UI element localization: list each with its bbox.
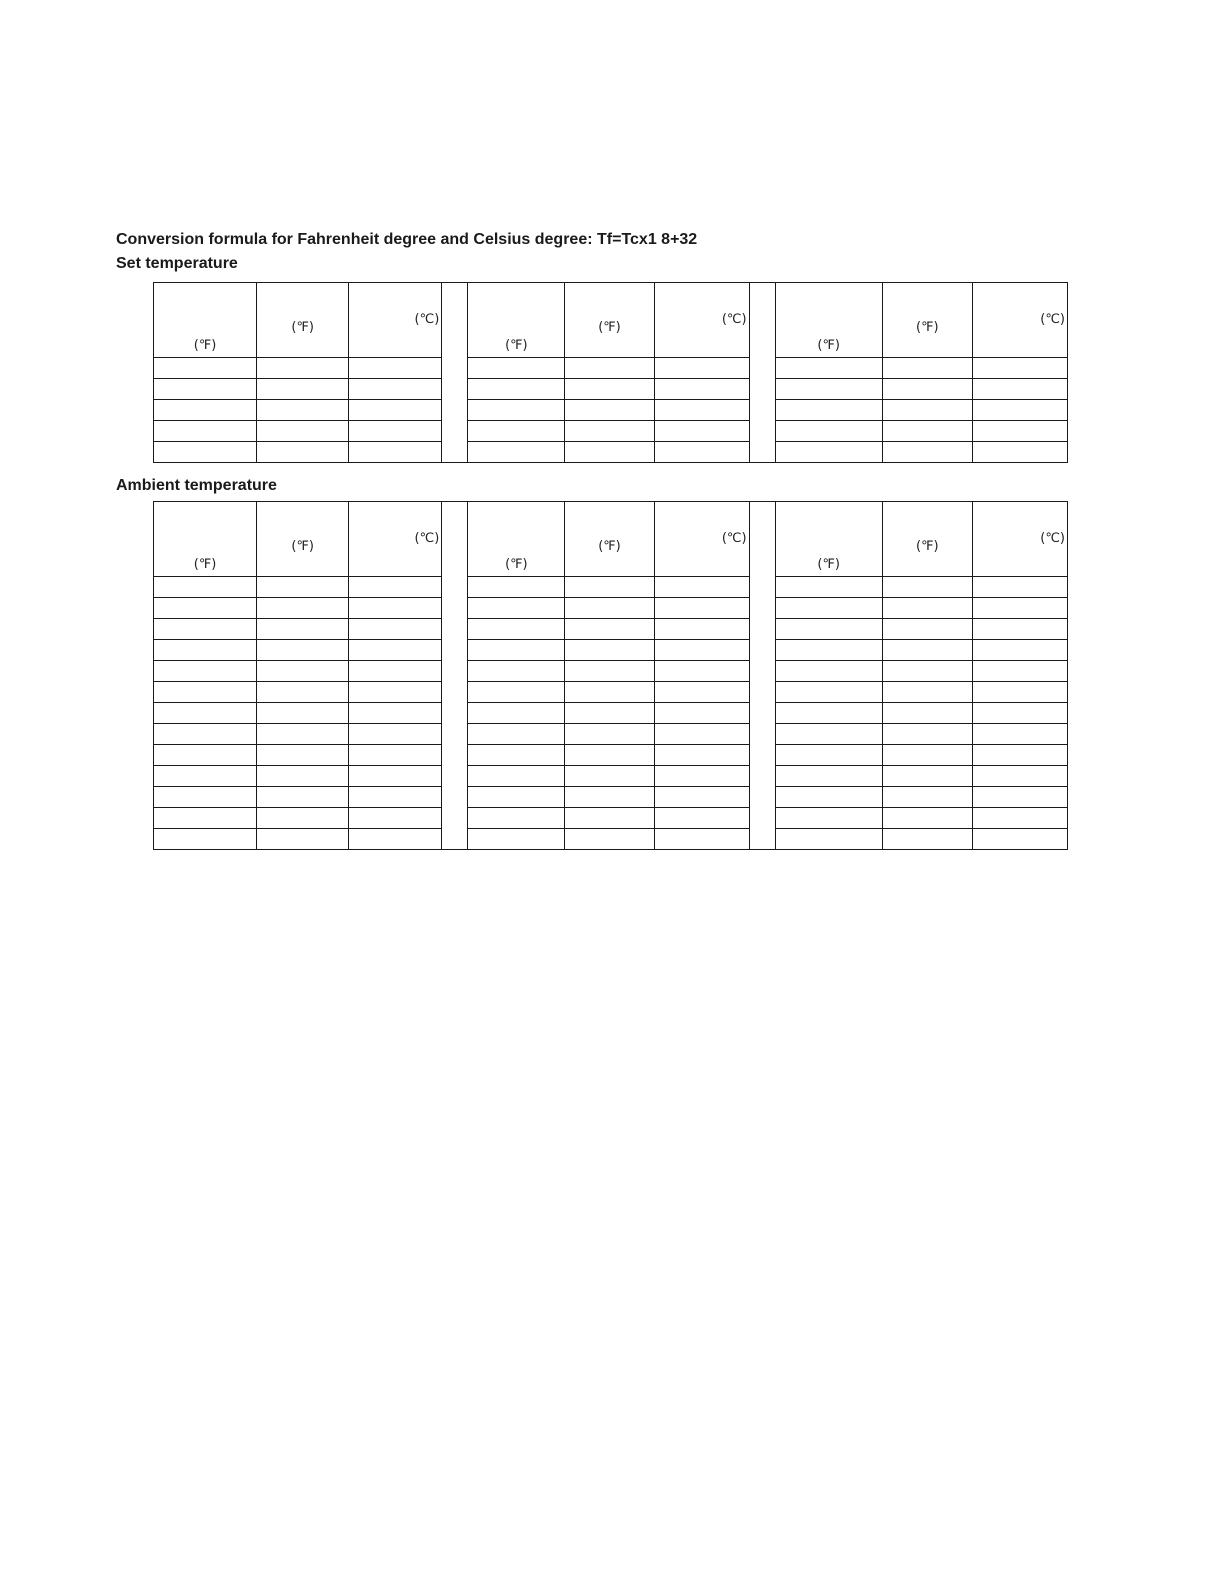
table-cell [468,787,565,808]
table-cell [349,421,442,442]
table-cell [349,400,442,421]
table-cell [882,682,972,703]
table-cell [972,400,1067,421]
table-cell [972,787,1067,808]
header-cell [775,502,882,577]
table-cell [882,379,972,400]
table-cell [349,766,442,787]
table-cell [654,577,749,598]
table-row [154,577,1068,598]
table-cell [775,640,882,661]
table-cell [775,829,882,850]
table-cell [972,421,1067,442]
table-cell [972,640,1067,661]
unit-label: (℉) [291,320,314,335]
table-cell [349,724,442,745]
table-cell [654,400,749,421]
table-cell [468,598,565,619]
table-cell [565,358,654,379]
table-cell [349,703,442,724]
header-row [154,502,1068,577]
table-cell [257,421,349,442]
table-row [154,640,1068,661]
table-cell [775,421,882,442]
table-cell [972,808,1067,829]
unit-label: (℃) [721,312,747,327]
unit-label: (℃) [721,531,747,546]
table-cell [775,379,882,400]
table-cell [972,619,1067,640]
unit-label: (℃) [1040,531,1065,546]
table-cell [257,661,349,682]
table-cell [882,661,972,682]
header-cell [654,283,749,358]
table-cell [349,640,442,661]
table-cell [654,745,749,766]
table-cell [882,577,972,598]
table-cell [257,619,349,640]
table-cell [349,787,442,808]
header-row [154,283,1068,358]
header-cell [257,502,349,577]
table-cell [154,682,257,703]
table-cell [468,682,565,703]
table-cell [468,808,565,829]
unit-label: (℉) [193,338,217,353]
table-cell [972,661,1067,682]
table-cell [257,640,349,661]
table-cell [565,787,654,808]
ambient-temperature-title: Ambient temperature [116,477,277,494]
table-cell [565,379,654,400]
table-row [154,766,1068,787]
table-cell [154,379,257,400]
unit-label: (℃) [414,312,440,327]
table-cell [972,829,1067,850]
table-row [154,619,1068,640]
unit-label: (℃) [414,531,440,546]
table-cell [257,766,349,787]
conversion-formula: Conversion formula for Fahrenheit degree and Celsius degree: Tf=Tcx1 8+32 [116,231,698,248]
table-cell [882,421,972,442]
table-cell [565,766,654,787]
table-cell [654,829,749,850]
table-row [154,808,1068,829]
table-cell [468,421,565,442]
table-cell [775,682,882,703]
table-cell [154,598,257,619]
table-cell [565,400,654,421]
table-cell [349,682,442,703]
group-separator [749,502,775,850]
table-cell [349,379,442,400]
table-row [154,598,1068,619]
table-cell [775,724,882,745]
table-cell [775,577,882,598]
table-cell [972,682,1067,703]
table-cell [257,787,349,808]
unit-label: (℉) [598,320,621,335]
table-cell [654,598,749,619]
table-cell [775,787,882,808]
header-cell [565,502,654,577]
table-cell [154,745,257,766]
table-cell [154,400,257,421]
table-cell [882,787,972,808]
table-cell [882,703,972,724]
table-cell [775,400,882,421]
table-cell [654,808,749,829]
table-cell [654,724,749,745]
table-cell [882,808,972,829]
table-row [154,682,1068,703]
table-cell [257,808,349,829]
table-cell [257,682,349,703]
header-cell [654,502,749,577]
table-cell [349,661,442,682]
table-cell [565,640,654,661]
table-cell [972,358,1067,379]
table-cell [654,703,749,724]
table-cell [565,619,654,640]
unit-label: (℉) [817,338,840,353]
table-cell [972,703,1067,724]
ambient-temperature-table [153,501,1068,850]
table-cell [468,724,565,745]
table-cell [257,745,349,766]
table-cell [775,598,882,619]
table-cell [565,661,654,682]
table-cell [468,400,565,421]
table-cell [257,703,349,724]
table-cell [154,358,257,379]
header-cell [349,283,442,358]
table-cell [349,598,442,619]
table-cell [468,745,565,766]
table-cell [882,598,972,619]
table-cell [654,682,749,703]
table-cell [775,442,882,463]
header-cell [972,502,1067,577]
unit-label: (℉) [817,557,840,572]
table-cell [654,661,749,682]
group-separator [442,502,468,850]
table-cell [775,661,882,682]
table-cell [349,358,442,379]
table-row [154,442,1068,463]
table-cell [565,724,654,745]
table-row [154,400,1068,421]
table-cell [468,358,565,379]
table-cell [257,829,349,850]
table-cell [654,766,749,787]
header-cell [882,502,972,577]
set-temperature-table [153,282,1068,463]
table-cell [349,577,442,598]
table-cell [257,577,349,598]
table-cell [154,703,257,724]
table-cell [775,358,882,379]
header-cell [882,283,972,358]
table-row [154,358,1068,379]
table-row [154,787,1068,808]
table-cell [565,829,654,850]
header-cell [468,502,565,577]
table-cell [654,379,749,400]
header-cell [257,283,349,358]
header-cell [775,283,882,358]
table-cell [154,808,257,829]
table-cell [565,577,654,598]
table-cell [154,442,257,463]
table-cell [654,619,749,640]
set-temperature-title: Set temperature [116,255,238,272]
table-row [154,703,1068,724]
table-cell [468,442,565,463]
table-cell [882,745,972,766]
table-cell [654,787,749,808]
table-cell [468,640,565,661]
table-row [154,379,1068,400]
table-cell [154,421,257,442]
header-cell [565,283,654,358]
table-row [154,661,1068,682]
table-row [154,724,1068,745]
table-cell [565,682,654,703]
table-cell [775,808,882,829]
table-row [154,829,1068,850]
table-cell [882,619,972,640]
unit-label: (℉) [916,320,939,335]
group-separator [749,283,775,463]
table-cell [972,379,1067,400]
unit-label: (℉) [505,557,528,572]
group-separator [442,283,468,463]
table-cell [882,724,972,745]
table-cell [154,577,257,598]
table-cell [349,619,442,640]
table-cell [468,577,565,598]
unit-label: (℉) [916,539,939,554]
table-cell [468,703,565,724]
header-cell [468,283,565,358]
table-cell [257,598,349,619]
header-cell [349,502,442,577]
table-cell [972,766,1067,787]
header-cell [154,283,257,358]
table-cell [775,745,882,766]
table-cell [565,808,654,829]
table-cell [468,379,565,400]
table-cell [349,442,442,463]
header-cell [972,283,1067,358]
table-cell [882,358,972,379]
table-cell [257,358,349,379]
table-cell [565,421,654,442]
table-cell [775,703,882,724]
table-cell [154,829,257,850]
table-cell [154,766,257,787]
table-cell [654,358,749,379]
table-cell [257,400,349,421]
table-cell [882,442,972,463]
table-cell [349,808,442,829]
table-cell [257,379,349,400]
table-cell [468,619,565,640]
table-cell [468,766,565,787]
unit-label: (℉) [505,338,528,353]
table-cell [257,724,349,745]
unit-label: (℃) [1040,312,1065,327]
unit-label: (℉) [598,539,621,554]
table-cell [565,703,654,724]
table-cell [154,640,257,661]
table-cell [654,640,749,661]
table-cell [565,598,654,619]
table-cell [468,661,565,682]
table-cell [154,661,257,682]
table-cell [882,400,972,421]
table-cell [882,766,972,787]
table-cell [972,442,1067,463]
table-cell [565,442,654,463]
table-cell [154,619,257,640]
table-cell [654,421,749,442]
unit-label: (℉) [193,557,217,572]
table-cell [775,619,882,640]
table-cell [565,745,654,766]
table-cell [972,577,1067,598]
table-cell [154,787,257,808]
table-cell [972,745,1067,766]
table-cell [654,442,749,463]
table-cell [882,640,972,661]
table-cell [468,829,565,850]
table-cell [349,745,442,766]
table-cell [349,829,442,850]
table-cell [775,766,882,787]
unit-label: (℉) [291,539,314,554]
table-row [154,745,1068,766]
header-cell [154,502,257,577]
table-cell [972,724,1067,745]
table-cell [972,598,1067,619]
table-cell [154,724,257,745]
table-row [154,421,1068,442]
table-cell [257,442,349,463]
table-cell [882,829,972,850]
